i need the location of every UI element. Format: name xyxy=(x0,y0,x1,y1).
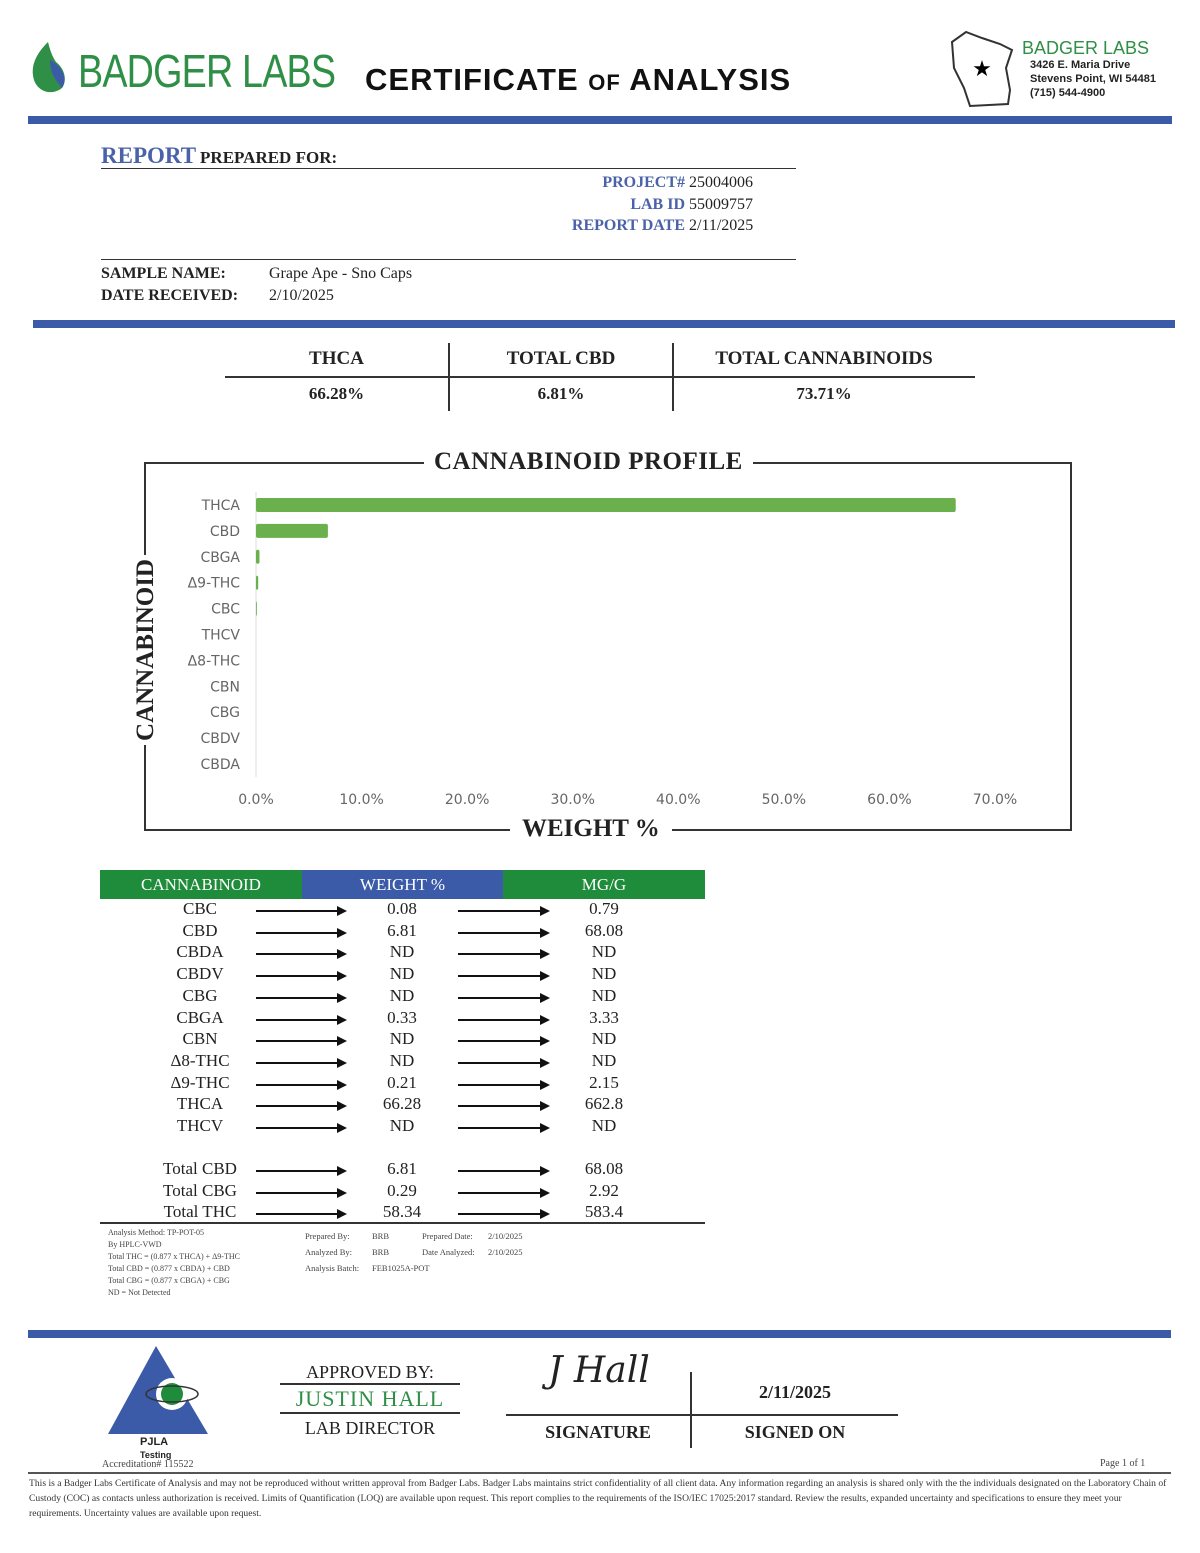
summary-cbd-label: TOTAL CBD xyxy=(506,348,616,369)
table-row xyxy=(100,986,705,1007)
prep-info xyxy=(305,1228,522,1276)
pjla-text: PJLA xyxy=(140,1436,169,1448)
cell-cannabinoid: Total CBG xyxy=(163,1180,237,1200)
arrow-icon xyxy=(458,1192,548,1194)
y-tick-label: Δ8-THC xyxy=(187,653,240,670)
arrow-icon xyxy=(458,1040,548,1042)
arrow-icon xyxy=(256,1192,345,1194)
svg-text:★: ★ xyxy=(972,56,992,81)
y-tick-label: CBGA xyxy=(200,549,240,566)
col-header-cannabinoid: CANNABINOID xyxy=(100,870,302,899)
date-received-label: DATE RECEIVED: xyxy=(101,286,239,304)
cell-weight: 0.29 xyxy=(387,1180,417,1200)
y-tick-label: CBG xyxy=(210,705,240,722)
y-tick-label: CBC xyxy=(211,601,240,618)
prepared-for-label: PREPARED FOR: xyxy=(200,148,338,167)
prepared-date: 2/10/2025 xyxy=(488,1231,523,1241)
col-header-mgg: MG/G xyxy=(503,870,705,899)
cell-mgg: 583.4 xyxy=(584,1202,624,1222)
address-brand: BADGER LABS xyxy=(1022,38,1150,58)
cell-cannabinoid: CBC xyxy=(182,899,218,918)
arrow-icon xyxy=(458,1062,548,1064)
disclaimer-rule xyxy=(28,1472,1171,1474)
approver-name: JUSTIN HALL xyxy=(280,1386,460,1414)
table-row xyxy=(100,1202,705,1223)
summary-thca-label: THCA xyxy=(309,348,364,369)
arrow-icon xyxy=(256,1040,345,1042)
cell-mgg: 2.92 xyxy=(589,1180,619,1200)
title-of: OF xyxy=(588,70,621,95)
table-row xyxy=(100,1008,705,1029)
table-row xyxy=(100,964,705,985)
arrow-icon xyxy=(256,932,345,934)
address-line1: 3426 E. Maria Drive xyxy=(1030,59,1131,71)
summary-cbd-value: 6.81% xyxy=(537,384,585,403)
bar-cbd xyxy=(256,524,328,538)
cell-cannabinoid: THCA xyxy=(176,1094,224,1114)
cell-weight: ND xyxy=(389,964,415,984)
arrow-icon xyxy=(458,953,548,955)
arrow-icon xyxy=(458,1170,548,1172)
signed-on-date: 2/11/2025 xyxy=(758,1382,831,1402)
footer-divider xyxy=(28,1330,1171,1338)
summary-total-label: TOTAL CANNABINOIDS xyxy=(715,348,933,369)
cell-weight: 6.81 xyxy=(387,1159,417,1178)
arrow-icon xyxy=(458,1019,548,1021)
report-date-label: REPORT DATE xyxy=(571,217,685,234)
summary-total-value: 73.71% xyxy=(796,384,852,403)
arrow-icon xyxy=(256,997,345,999)
date-analyzed-label: Date Analyzed: xyxy=(422,1247,475,1257)
arrow-icon xyxy=(256,1084,345,1086)
date-received: 2/10/2025 xyxy=(269,286,334,304)
chart-xlabel: WEIGHT % xyxy=(510,815,672,843)
project-number: 25004006 xyxy=(689,174,753,191)
batch-label: Analysis Batch: xyxy=(305,1263,360,1273)
arrow-icon xyxy=(256,1105,345,1107)
bar-cbga xyxy=(256,550,259,564)
cell-mgg: ND xyxy=(591,985,617,1005)
arrow-icon xyxy=(256,1019,345,1021)
arrow-icon xyxy=(256,1127,345,1129)
cell-mgg: ND xyxy=(591,942,617,962)
cell-mgg: 662.8 xyxy=(584,1094,624,1114)
cell-weight: 0.08 xyxy=(387,899,417,918)
table-row xyxy=(100,1181,705,1202)
cell-mgg: ND xyxy=(591,964,617,984)
cell-cannabinoid: CBD xyxy=(182,920,218,940)
arrow-icon xyxy=(256,953,345,955)
cell-weight: 6.81 xyxy=(387,920,417,940)
cell-weight: ND xyxy=(389,985,415,1005)
brand-name: BADGER LABS xyxy=(78,45,336,97)
arrow-icon xyxy=(256,1213,345,1215)
cell-mgg: 0.79 xyxy=(589,899,619,918)
arrow-icon xyxy=(458,975,548,977)
x-tick-label: 30.0% xyxy=(550,792,595,808)
cell-cannabinoid: THCV xyxy=(176,1116,224,1135)
cell-weight: ND xyxy=(389,1029,415,1049)
pjla-logo-icon xyxy=(104,1344,214,1444)
cell-weight: ND xyxy=(389,942,415,962)
cell-cannabinoid: Δ8-THC xyxy=(170,1050,230,1070)
arrow-icon xyxy=(458,932,548,934)
table-row xyxy=(100,942,705,963)
signature-label: SIGNATURE xyxy=(545,1422,651,1442)
y-tick-label: CBD xyxy=(209,523,240,540)
cell-cannabinoid: Total CBD xyxy=(163,1159,237,1178)
date-analyzed: 2/10/2025 xyxy=(488,1247,523,1257)
cell-cannabinoid: Δ9-THC xyxy=(170,1072,230,1092)
prepared-for-label: REPORT xyxy=(101,143,197,168)
cell-cannabinoid: CBDV xyxy=(176,964,224,984)
title-part: CERTIFICATE xyxy=(365,62,579,97)
cell-mgg: ND xyxy=(591,1050,617,1070)
col-header-weight: WEIGHT % xyxy=(302,870,503,899)
cell-weight: ND xyxy=(389,1050,415,1070)
x-tick-label: 50.0% xyxy=(761,792,807,808)
cell-mgg: 2.15 xyxy=(589,1072,619,1092)
arrow-icon xyxy=(256,1170,345,1172)
lab-id: 55009757 xyxy=(689,195,753,213)
cell-cannabinoid: CBGA xyxy=(176,1007,224,1027)
arrow-icon xyxy=(458,1084,548,1086)
arrow-icon xyxy=(458,1213,548,1215)
method-notes xyxy=(108,1227,240,1299)
table-row xyxy=(100,1094,705,1115)
bar-δ9-thc xyxy=(256,576,258,590)
y-tick-label: Δ9-THC xyxy=(187,575,240,592)
address-line2: Stevens Point, WI 54481 xyxy=(1030,73,1156,85)
table-row xyxy=(100,1073,705,1094)
y-tick-label: THCA xyxy=(201,498,240,514)
x-tick-label: 20.0% xyxy=(444,792,490,808)
method-line: By HPLC-VWD xyxy=(108,1240,162,1249)
cell-mgg: ND xyxy=(591,1029,617,1049)
arrow-icon xyxy=(256,1062,345,1064)
cell-cannabinoid: CBDA xyxy=(176,942,224,962)
chart-ylabel: CANNABINOID xyxy=(132,555,160,745)
cell-weight: 58.34 xyxy=(382,1202,422,1222)
project-label: PROJECT# xyxy=(602,174,685,191)
y-tick-label: CBDV xyxy=(200,731,240,748)
x-tick-label: 60.0% xyxy=(867,792,912,808)
x-tick-label: 40.0% xyxy=(656,792,701,808)
signature-rule xyxy=(506,1414,898,1416)
signed-on-label: SIGNED ON xyxy=(744,1422,846,1442)
address-phone: (715) 544-4900 xyxy=(1030,87,1106,99)
table-row xyxy=(100,1051,705,1072)
prepared-date-label: Prepared Date: xyxy=(422,1231,473,1241)
method-line: Total CBD = (0.877 x CBDA) + CBD xyxy=(108,1264,230,1273)
table-row xyxy=(100,1029,705,1050)
table-row xyxy=(100,1159,705,1180)
analyzed-by: BRB xyxy=(372,1247,390,1257)
bar-thca xyxy=(256,498,956,512)
cell-mgg: 68.08 xyxy=(584,1159,624,1178)
accreditation-number: Accreditation# 115522 xyxy=(102,1459,194,1470)
batch: FEB1025A-POT xyxy=(372,1263,430,1273)
bar-cbc xyxy=(256,602,257,616)
table-row xyxy=(100,899,705,920)
cell-mgg: 3.33 xyxy=(589,1007,619,1027)
summary-thca-value: 66.28% xyxy=(308,384,365,403)
lab-id-label: LAB ID xyxy=(630,195,685,213)
y-tick-label: THCV xyxy=(201,627,240,644)
chart-title: CANNABINOID PROFILE xyxy=(424,448,753,476)
disclaimer: This is a Badger Labs Certificate of Analysis and may not be reproduced without written approval from Badger Labs. Badger Labs maintains strict confidentiality of all client data. Any information regarding an analysis is shared only with the the individuals designated on the Laboratory Chain of Custody (COC) as contacts unless authorization is received. Limits of Quantification (LOQ) are available upon request. This report complies to the requirements of the ISO/IEC 17025:2017 standard. Review the results, expanded uncertainty and specifications to ensure they meet your requirements. Uncertainty values are available upon request. xyxy=(29,1478,1167,1519)
x-tick-label: 70.0% xyxy=(972,792,1018,808)
report-date: 2/11/2025 xyxy=(689,217,754,234)
sample-name: Grape Ape - Sno Caps xyxy=(269,265,413,282)
cell-mgg: ND xyxy=(591,1116,617,1135)
cell-mgg: 68.08 xyxy=(584,920,624,940)
signature-image: J Hall xyxy=(548,1350,650,1391)
table-row xyxy=(100,1116,705,1137)
approver-role: LAB DIRECTOR xyxy=(304,1418,436,1438)
title-part: ANALYSIS xyxy=(629,62,792,97)
method-line: ND = Not Detected xyxy=(108,1288,171,1297)
table-row xyxy=(100,921,705,942)
prepared-by-label: Prepared By: xyxy=(305,1231,350,1241)
cell-weight: 0.33 xyxy=(387,1007,417,1027)
prepared-by: BRB xyxy=(372,1231,390,1241)
analyzed-by-label: Analyzed By: xyxy=(305,1247,352,1257)
sample-name-label: SAMPLE NAME: xyxy=(101,265,226,282)
y-tick-label: CBN xyxy=(210,679,240,696)
cell-cannabinoid: CBG xyxy=(182,985,218,1005)
cell-weight: 66.28 xyxy=(382,1094,422,1114)
arrow-icon xyxy=(458,997,548,999)
method-line: Total THC = (0.877 x THCA) + Δ9-THC xyxy=(108,1252,240,1261)
arrow-icon xyxy=(458,1127,548,1129)
arrow-icon xyxy=(256,975,345,977)
cell-weight: 0.21 xyxy=(387,1072,417,1092)
arrow-icon xyxy=(458,910,548,912)
y-tick-label: CBDA xyxy=(200,757,240,773)
arrow-icon xyxy=(256,910,345,912)
method-line: Analysis Method: TP-POT-05 xyxy=(108,1228,205,1237)
pjla-sub: Testing xyxy=(140,1450,172,1460)
x-tick-label: 0.0% xyxy=(238,792,274,808)
approved-by-label: APPROVED BY: xyxy=(280,1362,460,1385)
cell-weight: ND xyxy=(389,1116,415,1135)
cell-cannabinoid: CBN xyxy=(182,1029,218,1049)
arrow-icon xyxy=(458,1105,548,1107)
table-bottom-rule xyxy=(100,1222,705,1224)
cell-cannabinoid: Total THC xyxy=(163,1202,237,1222)
page-number: Page 1 of 1 xyxy=(1100,1458,1146,1469)
method-line: Total CBG = (0.877 x CBGA) + CBG xyxy=(108,1276,230,1285)
x-tick-label: 10.0% xyxy=(339,792,384,808)
